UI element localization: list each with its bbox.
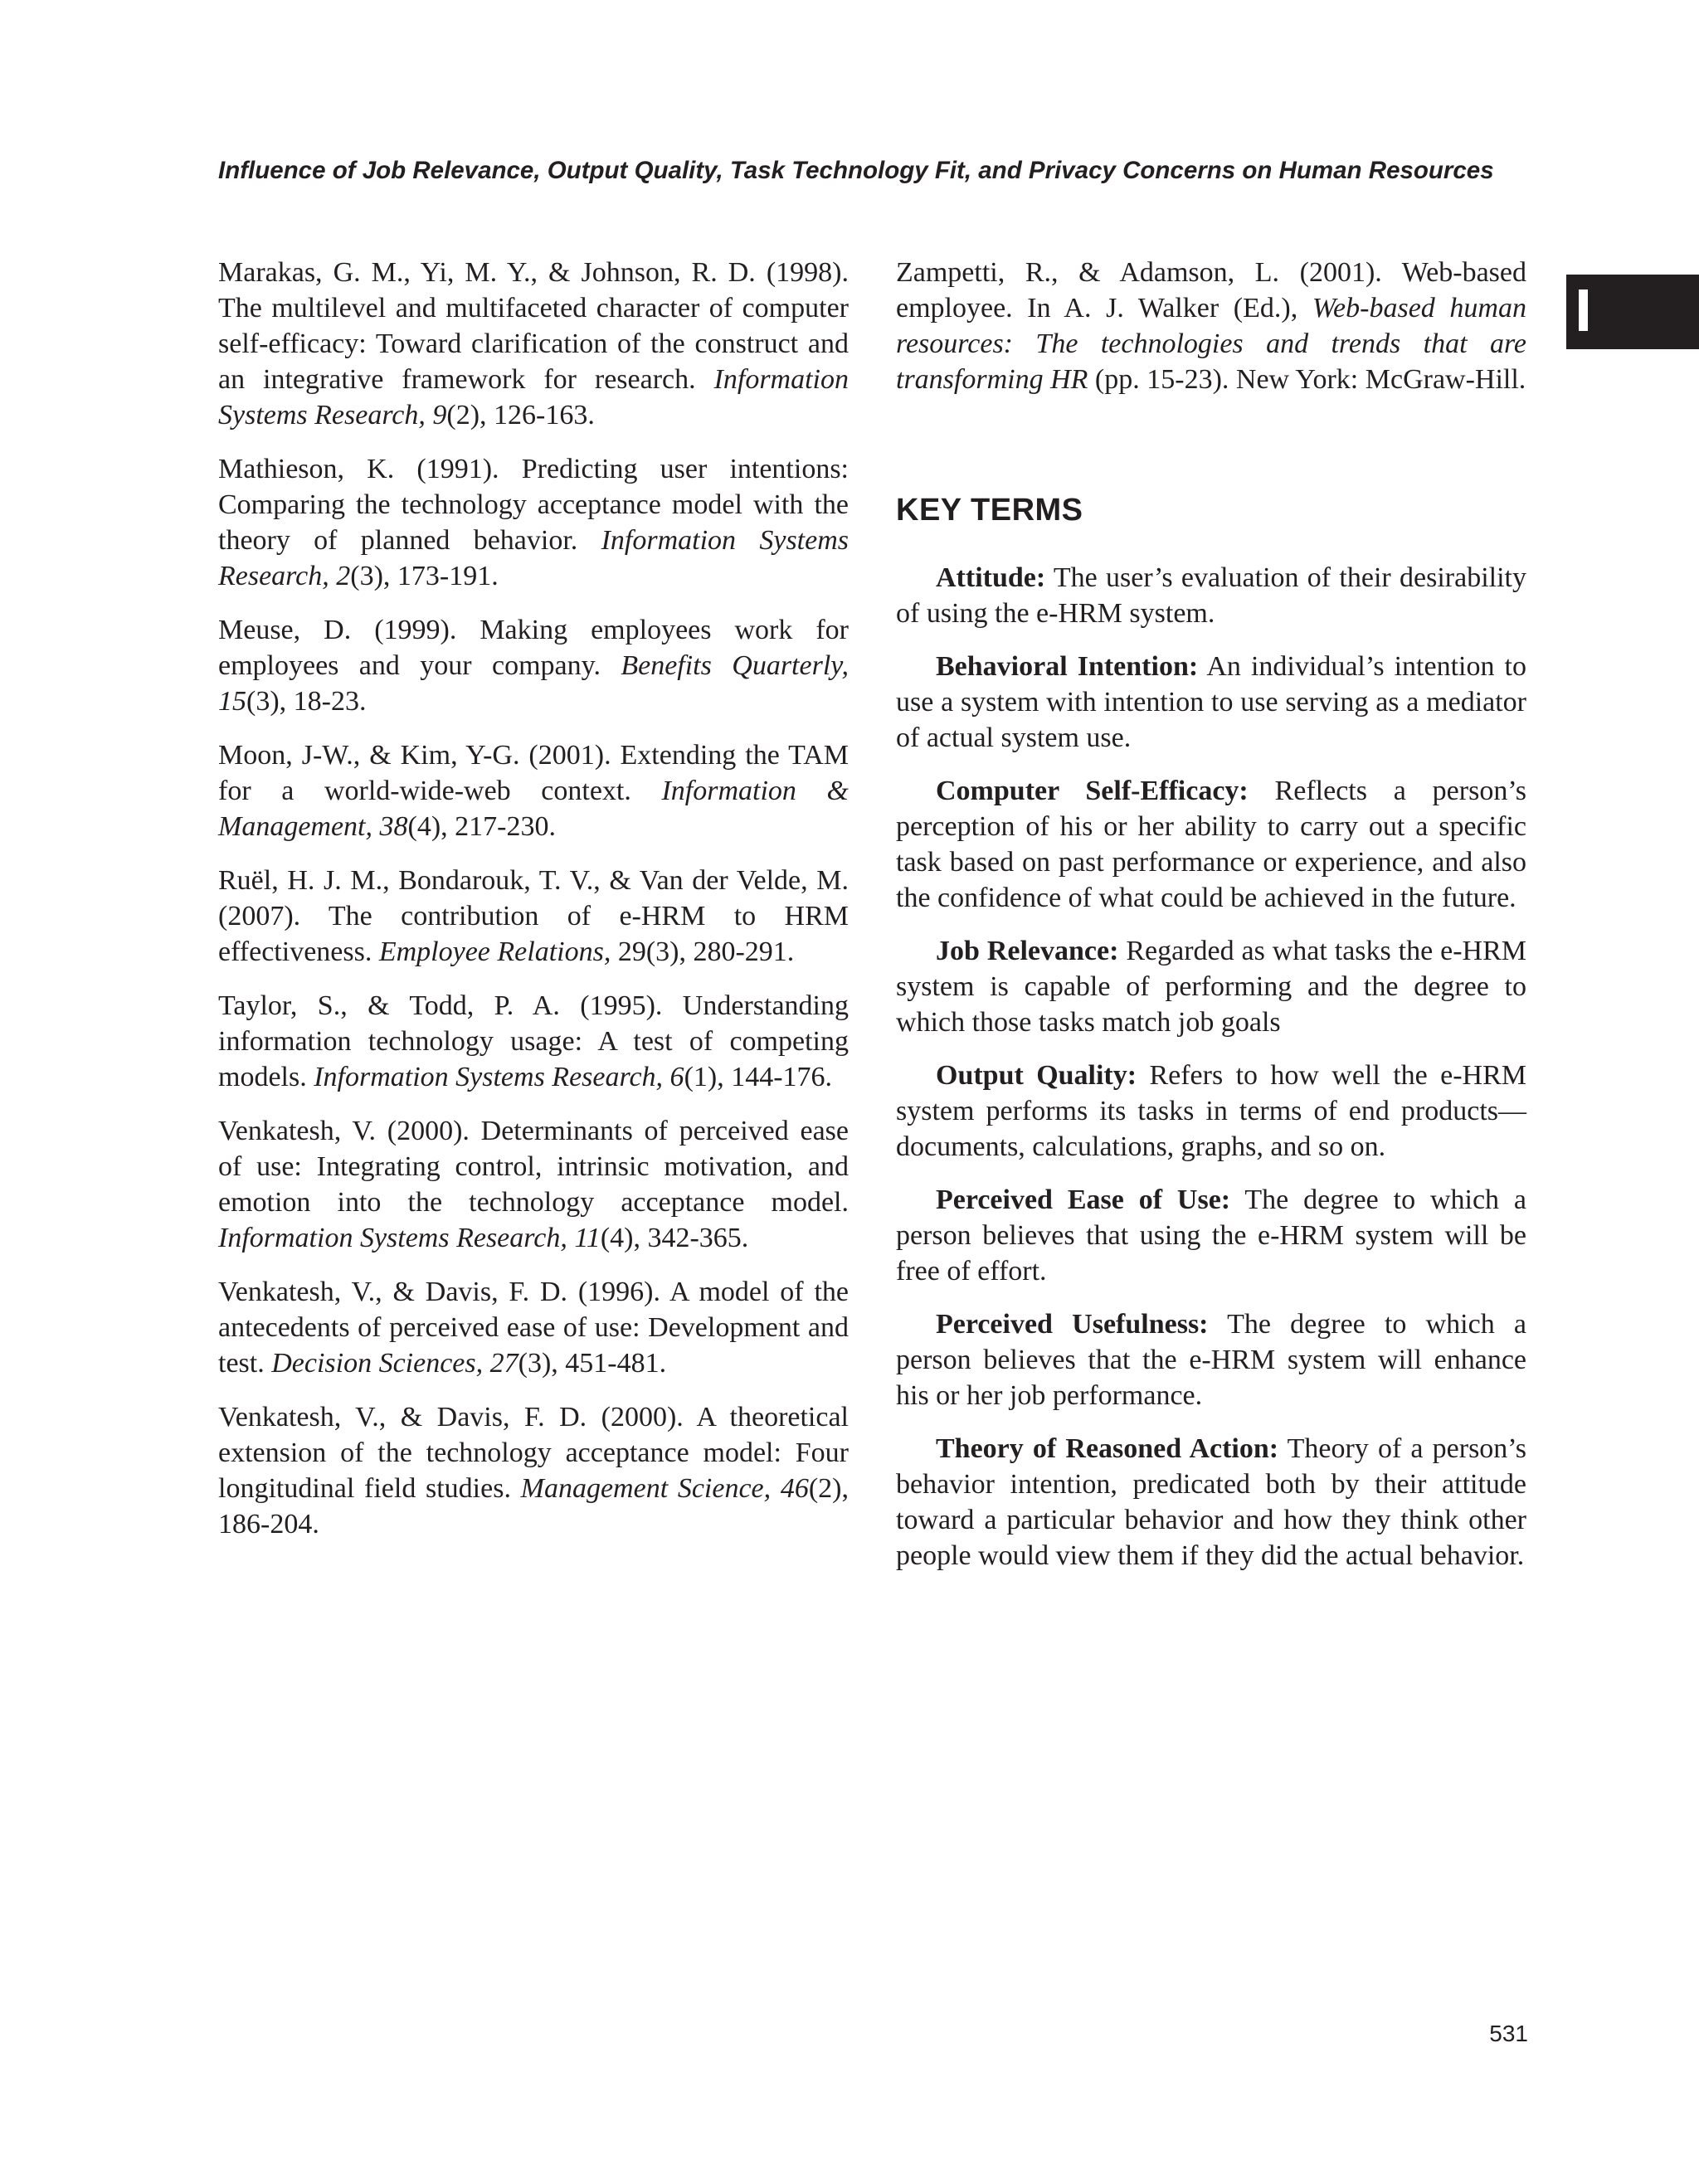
reference-entry: Meuse, D. (1999). Making employees work for employees and your company. Benefits Quarterly, 15(3), 18-23. bbox=[218, 615, 849, 717]
key-term-entry: Output Quality: Refers to how well the e-HRM system performs its tasks in terms of end products—documents, calculations, graphs, and so on. bbox=[896, 1060, 1527, 1162]
chapter-thumb-tab bbox=[1566, 275, 1699, 349]
key-term-entry: Attitude: The user’s evaluation of their desirability of using the e-HRM system. bbox=[896, 562, 1526, 629]
reference-entry: Moon, J-W., & Kim, Y-G. (2001). Extending the TAM for a world-wide-web context. Information & Management, 38(4), 217-230. bbox=[218, 740, 849, 842]
reference-entry: Venkatesh, V., & Davis, F. D. (2000). A theoretical extension of the technology acceptance model: Four longitudinal field studies. Management Science, 46(2), 186-204. bbox=[218, 1402, 849, 1540]
reference-entry: Marakas, G. M., Yi, M. Y., & Johnson, R. D. (1998). The multilevel and multifaceted character of computer self-efficacy: Toward clarification of the construct and an integrative framework for research. Information Systems Research, 9(2), 126-163. bbox=[218, 257, 849, 430]
key-term-entry: Behavioral Intention: An individual’s intention to use a system with intention to use serving as a mediator of actual system use. bbox=[896, 651, 1526, 753]
key-terms-heading: KEY TERMS bbox=[896, 493, 1083, 528]
running-header: Influence of Job Relevance, Output Quality, Task Technology Fit, and Privacy Concerns on Human Resources bbox=[218, 157, 1494, 184]
reference-entry: Venkatesh, V. (2000). Determinants of perceived ease of use: Integrating control, intrinsic motivation, and emotion into the technology acceptance model. Information Systems Research, 11(4), 342-365. bbox=[218, 1116, 849, 1253]
references-column-left bbox=[218, 255, 849, 1560]
reference-entry: Zampetti, R., & Adamson, L. (2001). Web-based employee. In A. J. Walker (Ed.), Web-based human resources: The technologies and trends that are transforming HR (pp. 15-23). New York: McGraw-Hill. bbox=[896, 257, 1526, 395]
reference-entry: Taylor, S., & Todd, P. A. (1995). Understanding information technology usage: A test of competing models. Information Systems Research, 6(1), 144-176. bbox=[218, 990, 849, 1092]
reference-entry: Ruël, H. J. M., Bondarouk, T. V., & Van der Velde, M. (2007). The contribution of e-HRM to HRM effectiveness. Employee Relations, 29(3), 280-291. bbox=[218, 865, 849, 967]
key-term-entry: Perceived Usefulness: The degree to which a person believes that the e-HRM system will enhance his or her job performance. bbox=[896, 1309, 1526, 1411]
page-number: 531 bbox=[1489, 2021, 1528, 2046]
key-term-entry: Job Relevance: Regarded as what tasks the e-HRM system is capable of performing and the degree to which those tasks match job goals bbox=[896, 936, 1526, 1038]
key-term-entry: Theory of Reasoned Action: Theory of a person’s behavior intention, predicated both by their attitude toward a particular behavior and how they think other people would view them if they did the actual behavior. bbox=[896, 1433, 1526, 1571]
right-column bbox=[896, 255, 1526, 1591]
reference-entry: Mathieson, K. (1991). Predicting user intentions: Comparing the technology acceptance model with the theory of planned behavior. Information Systems Research, 2(3), 173-191. bbox=[218, 454, 850, 591]
chapter-tab-mark bbox=[1579, 289, 1588, 331]
key-term-entry: Computer Self-Efficacy: Reflects a person’s perception of his or her ability to carry out a specific task based on past performance or experience, and also the confidence of what could be achieved in the future. bbox=[896, 776, 1527, 913]
key-term-entry: Perceived Ease of Use: The degree to which a person believes that using the e-HRM system will be free of effort. bbox=[896, 1184, 1527, 1287]
reference-entry: Venkatesh, V., & Davis, F. D. (1996). A model of the antecedents of perceived ease of use: Development and test. Decision Sciences, 27(3), 451-481. bbox=[218, 1277, 849, 1379]
